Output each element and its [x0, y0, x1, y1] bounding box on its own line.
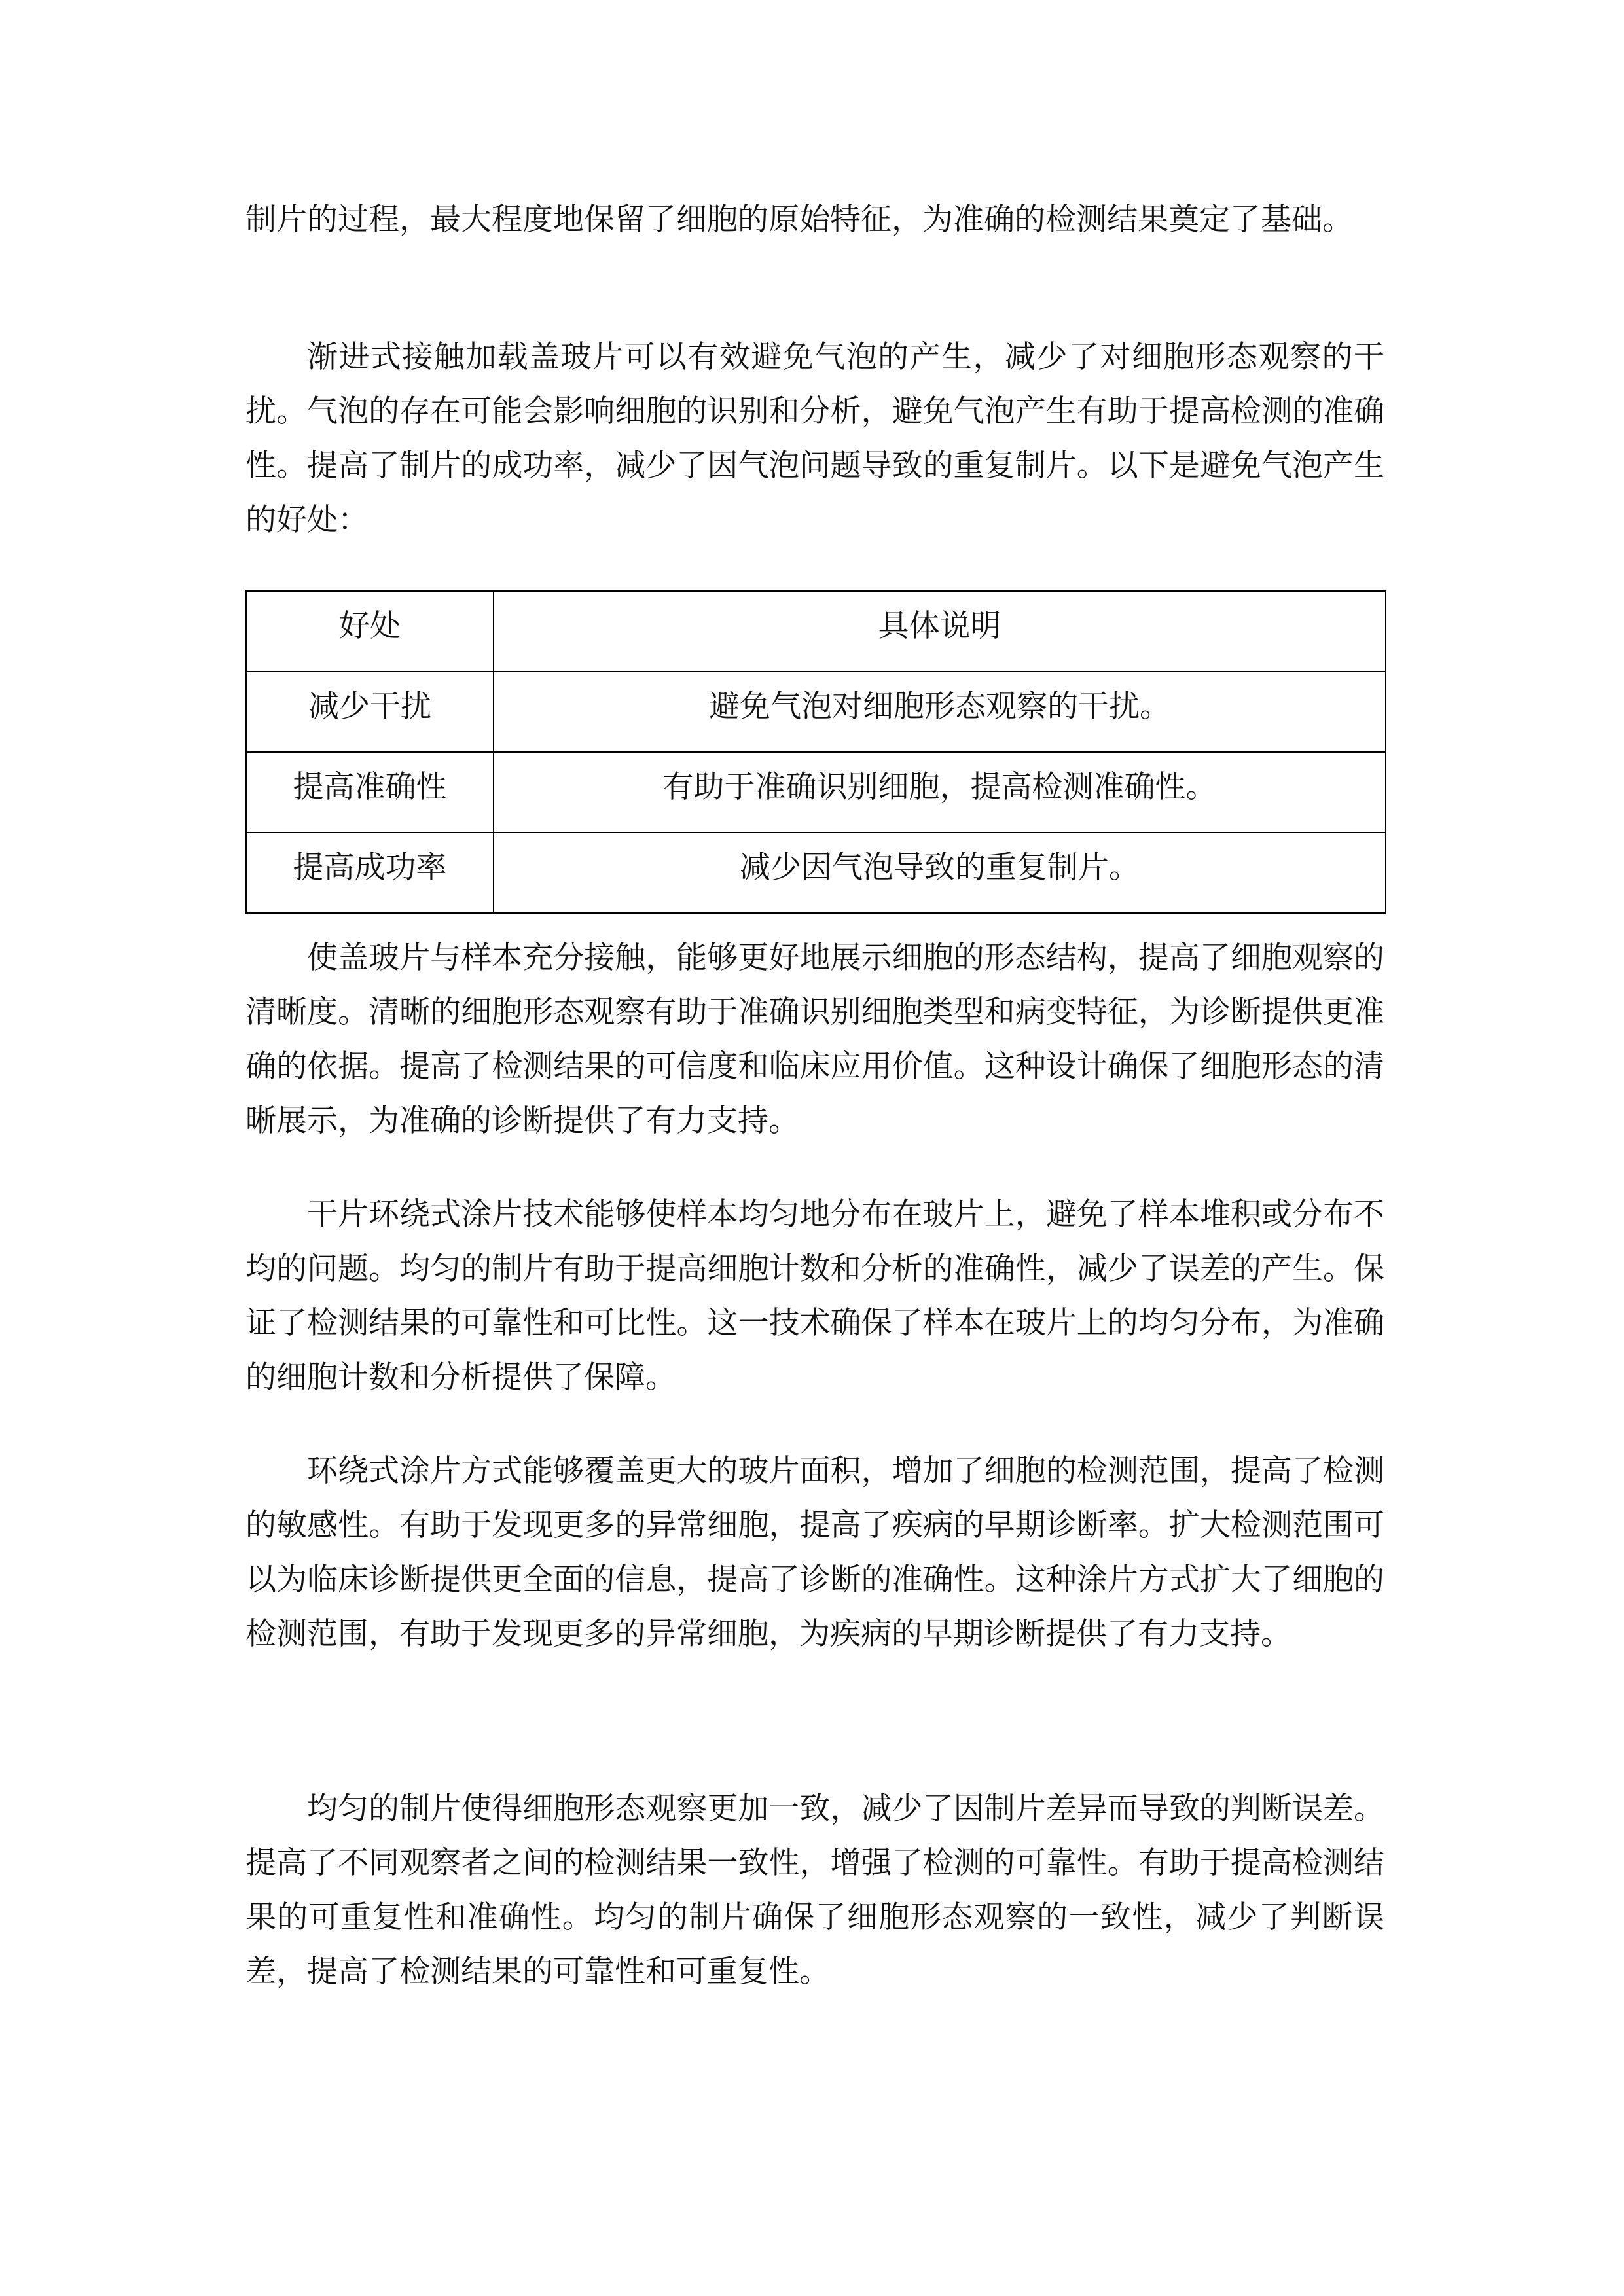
table-header-description: 具体说明: [878, 608, 1001, 644]
paragraph-bubble-avoidance: 渐进式接触加载盖玻片可以有效避免气泡的产生，减少了对细胞形态观察的干扰。气泡的存在可能会影响细胞的识别和分析，避免气泡产生有助于提高检测的准确性。提高了制片的成功率，减少了因气泡问题导致的重复制片。以下是避免气泡产生的好处：: [245, 339, 1384, 538]
benefit-description: 避免气泡对细胞形态观察的干扰。: [709, 689, 1170, 725]
benefits-table: [245, 590, 1386, 914]
benefit-description: 有助于准确识别细胞，提高检测准确性。: [662, 769, 1217, 805]
table-cell: [494, 752, 1386, 833]
table-header-cell: [246, 591, 494, 672]
paragraph-consistency: 均匀的制片使得细胞形态观察更加一致，减少了因制片差异而导致的判断误差。提高了不同观察者之间的检测结果一致性，增强了检测的可靠性。有助于提高检测结果的可重复性和准确性。均匀的制片确保了细胞形态观察的一致性，减少了判断误差，提高了检测结果的可靠性和可重复性。: [245, 1791, 1384, 1990]
paragraph-continuation: 制片的过程，最大程度地保留了细胞的原始特征，为准确的检测结果奠定了基础。: [245, 202, 1353, 238]
table-row: [246, 752, 1386, 833]
benefit-label: 提高准确性: [293, 769, 447, 805]
benefit-description: 减少因气泡导致的重复制片。: [740, 850, 1140, 886]
table-cell: [246, 752, 494, 833]
paragraph-detection-range: 环绕式涂片方式能够覆盖更大的玻片面积，增加了细胞的检测范围，提高了检测的敏感性。有助于发现更多的异常细胞，提高了疾病的早期诊断率。扩大检测范围可以为临床诊断提供更全面的信息，提高了诊断的准确性。这种涂片方式扩大了细胞的检测范围，有助于发现更多的异常细胞，为疾病的早期诊断提供了有力支持。: [245, 1453, 1384, 1652]
benefit-label: 减少干扰: [308, 689, 431, 725]
table-row: [246, 833, 1386, 913]
table-header-row: [246, 591, 1386, 672]
table-cell: [494, 672, 1386, 752]
paragraph-coverslip-contact: 使盖玻片与样本充分接触，能够更好地展示细胞的形态结构，提高了细胞观察的清晰度。清晰的细胞形态观察有助于准确识别细胞类型和病变特征，为诊断提供更准确的依据。提高了检测结果的可信度和临床应用价值。这种设计确保了细胞形态的清晰展示，为准确的诊断提供了有力支持。: [245, 940, 1384, 1139]
table-cell: [246, 672, 494, 752]
table-header-cell: [494, 591, 1386, 672]
table-cell: [494, 833, 1386, 913]
table-row: [246, 672, 1386, 752]
table-header-benefit: 好处: [339, 608, 401, 644]
paragraph-ring-smear-technique: 干片环绕式涂片技术能够使样本均匀地分布在玻片上，避免了样本堆积或分布不均的问题。均匀的制片有助于提高细胞计数和分析的准确性，减少了误差的产生。保证了检测结果的可靠性和可比性。这一技术确保了样本在玻片上的均匀分布，为准确的细胞计数和分析提供了保障。: [245, 1196, 1384, 1395]
benefit-label: 提高成功率: [293, 850, 447, 886]
table-cell: [246, 833, 494, 913]
